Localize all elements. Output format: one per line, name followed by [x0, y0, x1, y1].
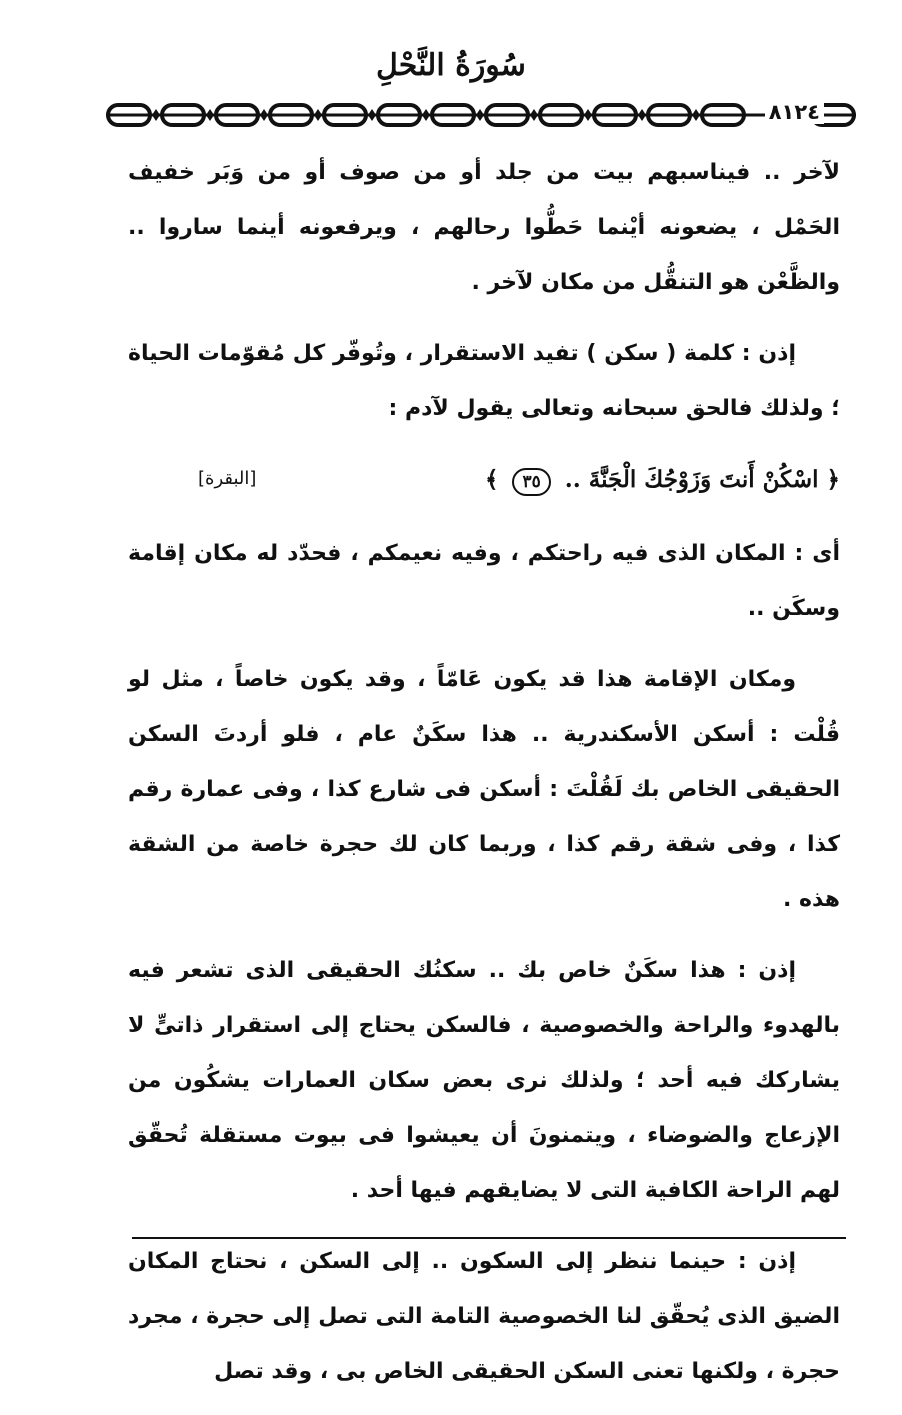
- footer-rule: [132, 1237, 846, 1239]
- decorative-header-band: [102, 98, 860, 132]
- quran-verse: [128, 452, 840, 510]
- paragraph: إذن : هذا سكَنٌ خاص بك .. سكنُك الحقيقى الذى تشعر فيه بالهدوء والراحة والخصوصية ، فالسكن يحتاج إلى استقرار ذاتىٍّ لا يشاركك فيه أحد ؛ ولذلك نرى بعض سكان العمارات يشكُون من الإزعاج والضوضاء ، ويتمنونَ أن يعيشوا فى بيوت مستقلة تُحقّق لهم الراحة الكافية التى لا يضايقهم فيها أحد .: [128, 958, 840, 1203]
- verse-close-bracket: ﴾: [484, 466, 499, 493]
- ornament-chain-icon: [102, 98, 860, 132]
- page-number: ٨١٢٤: [765, 100, 824, 124]
- verse-open-bracket: ﴿: [826, 466, 840, 493]
- paragraph: ومكان الإقامة هذا قد يكون عَامّاً ، وقد يكون خاصاً ، مثل لو قُلْت : أسكن الأسكندرية .. هذا سكَنٌ عام ، فلو أردتَ السكن الحقيقى الخاص بك لَقُلْتَ : أسكن فى شارع كذا ، وفى عمارة رقم كذا ، وفى شقة رقم كذا ، وربما كان لك حجرة خاصة من الشقة هذه .: [128, 667, 840, 912]
- paragraph: إذن : كلمة ( سكن ) تفيد الاستقرار ، وتُوفّر كل مُقوّمات الحياة ؛ ولذلك فالحق سبحانه وتعالى يقول لآدم :: [128, 341, 840, 421]
- verse-number: ٣٥: [512, 468, 550, 496]
- paragraph: إذن : حينما ننظر إلى السكون .. إلى السكن ، نحتاج المكان الضيق الذى يُحقّق لنا الخصوصية التامة التى تصل إلى حجرة ، مجرد حجرة ، ولكنها تعنى السكن الحقيقى الخاص بى ، وقد تصل: [128, 1249, 840, 1384]
- verse-body: اسْكُنْ أَنتَ وَزَوْجُكَ الْجَنَّةَ ..: [564, 466, 819, 493]
- verse-reference: [البقرة]: [198, 468, 257, 489]
- verse-text: [485, 452, 840, 507]
- surah-title: سُورَةُ النَّحْلِ: [376, 48, 526, 83]
- body-text: [128, 145, 840, 1415]
- paragraph: أى : المكان الذى فيه راحتكم ، وفيه نعيمكم ، فحدّد له مكان إقامة وسكَن ..: [128, 541, 840, 621]
- paragraph: لآخر .. فيناسبهم بيت من جلد أو من صوف أو من وَبَر خفيف الحَمْل ، يضعونه أيْنما حَطُّوا رحالهم ، ويرفعونه أينما ساروا .. والظَّعْن هو التنقُّل من مكان لآخر .: [128, 160, 840, 295]
